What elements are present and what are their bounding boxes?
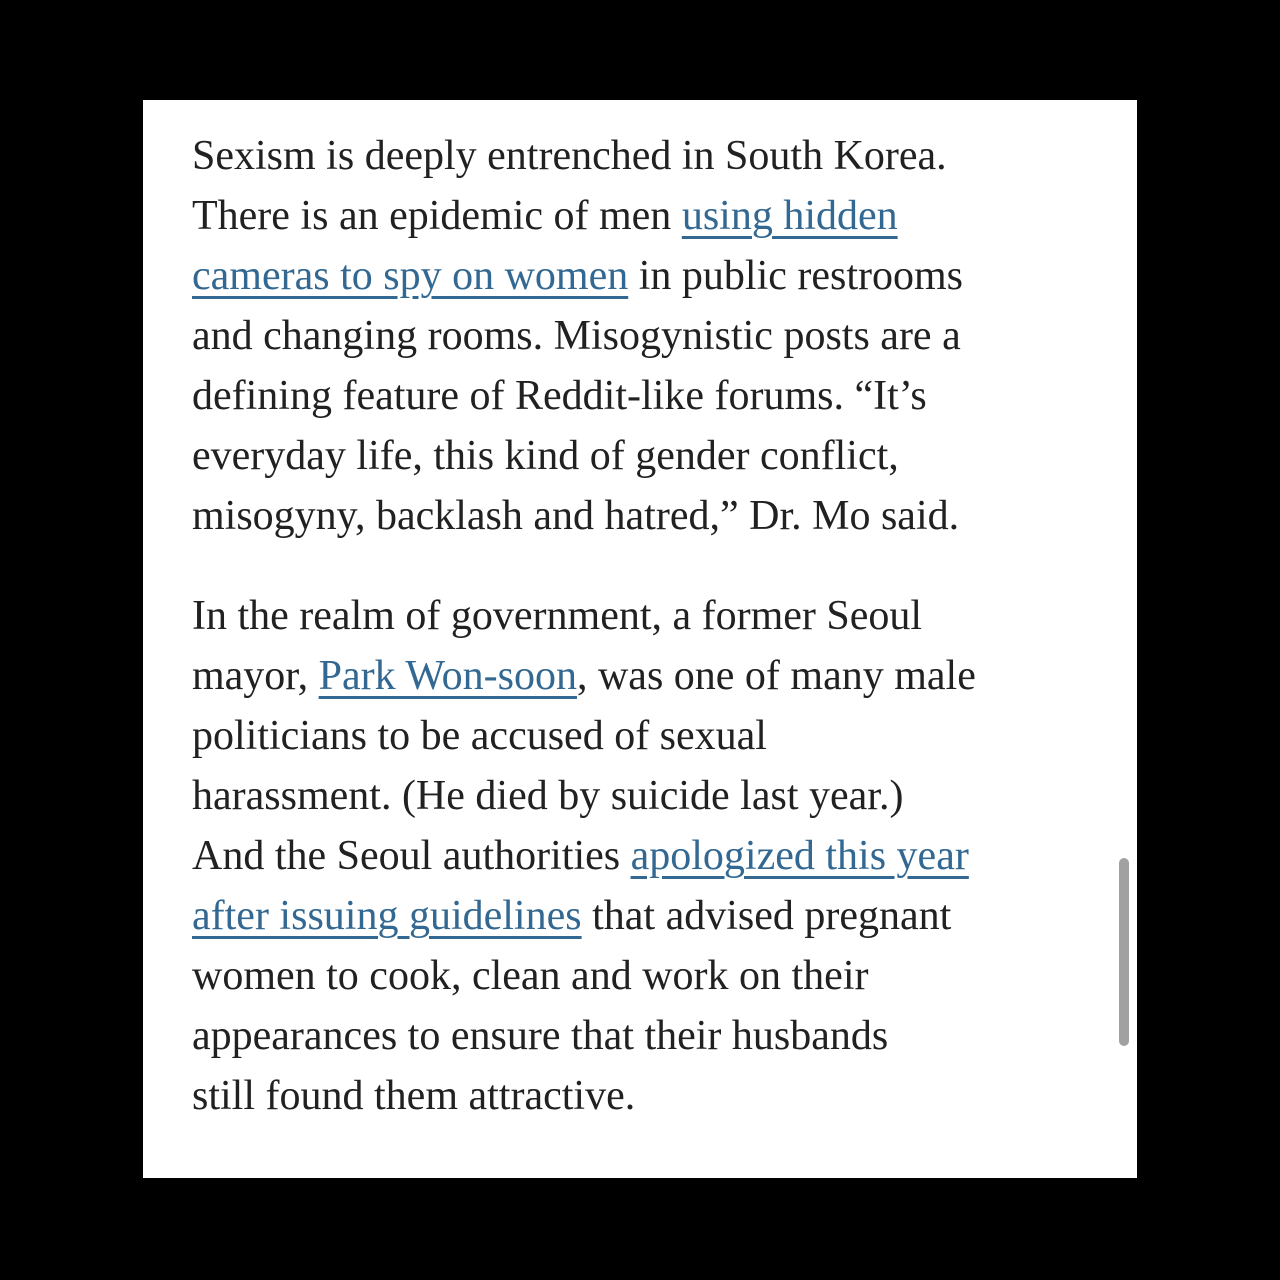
text-segment: misogyny, backlash and hatred,” Dr. Mo said.: [192, 493, 960, 539]
text-line: [192, 306, 1107, 366]
text-segment: defining feature of Reddit-like forums. “It’s: [192, 373, 927, 419]
text-segment: There is an epidemic of men: [192, 193, 682, 239]
text-segment: that advised pregnant: [581, 893, 952, 939]
text-line: [192, 126, 1107, 186]
article-paragraph: [192, 126, 1107, 546]
article-paragraph: [192, 586, 1107, 1126]
text-line: [192, 946, 1107, 1006]
text-line: [192, 646, 1107, 706]
text-segment: everyday life, this kind of gender conflict,: [192, 433, 899, 479]
text-line: [192, 706, 1107, 766]
text-segment: appearances to ensure that their husbands: [192, 1013, 889, 1059]
text-line: [192, 1066, 1107, 1126]
apologized-guidelines-link[interactable]: apologized this year: [630, 833, 969, 879]
text-line: [192, 886, 1107, 946]
text-line: [192, 246, 1107, 306]
text-segment: in public restrooms: [628, 253, 964, 299]
scrollbar-thumb[interactable]: [1119, 858, 1129, 1046]
hidden-cameras-link[interactable]: using hidden: [681, 193, 898, 239]
text-line: [192, 366, 1107, 426]
apologized-guidelines-link[interactable]: after issuing guidelines: [192, 893, 582, 939]
article-body: [192, 126, 1107, 1126]
text-line: [192, 766, 1107, 826]
text-line: [192, 1006, 1107, 1066]
text-line: [192, 586, 1107, 646]
text-line: [192, 186, 1107, 246]
text-segment: women to cook, clean and work on their: [192, 953, 869, 999]
text-segment: mayor,: [192, 653, 319, 699]
text-line: [192, 486, 1107, 546]
text-segment: In the realm of government, a former Seoul: [192, 593, 923, 639]
text-segment: and changing rooms. Misogynistic posts are a: [192, 313, 961, 359]
text-segment: , was one of many male: [576, 653, 976, 699]
text-segment: harassment. (He died by suicide last year.): [192, 773, 904, 819]
text-segment: And the Seoul authorities: [192, 833, 631, 879]
hidden-cameras-link[interactable]: cameras to spy on women: [192, 253, 629, 299]
text-line: [192, 426, 1107, 486]
park-won-soon-link[interactable]: Park Won-soon: [318, 653, 577, 699]
text-segment: politicians to be accused of sexual: [192, 713, 767, 759]
text-line: [192, 826, 1107, 886]
text-segment: still found them attractive.: [192, 1073, 636, 1119]
article-card: [143, 100, 1137, 1178]
text-segment: Sexism is deeply entrenched in South Korea.: [192, 133, 947, 179]
